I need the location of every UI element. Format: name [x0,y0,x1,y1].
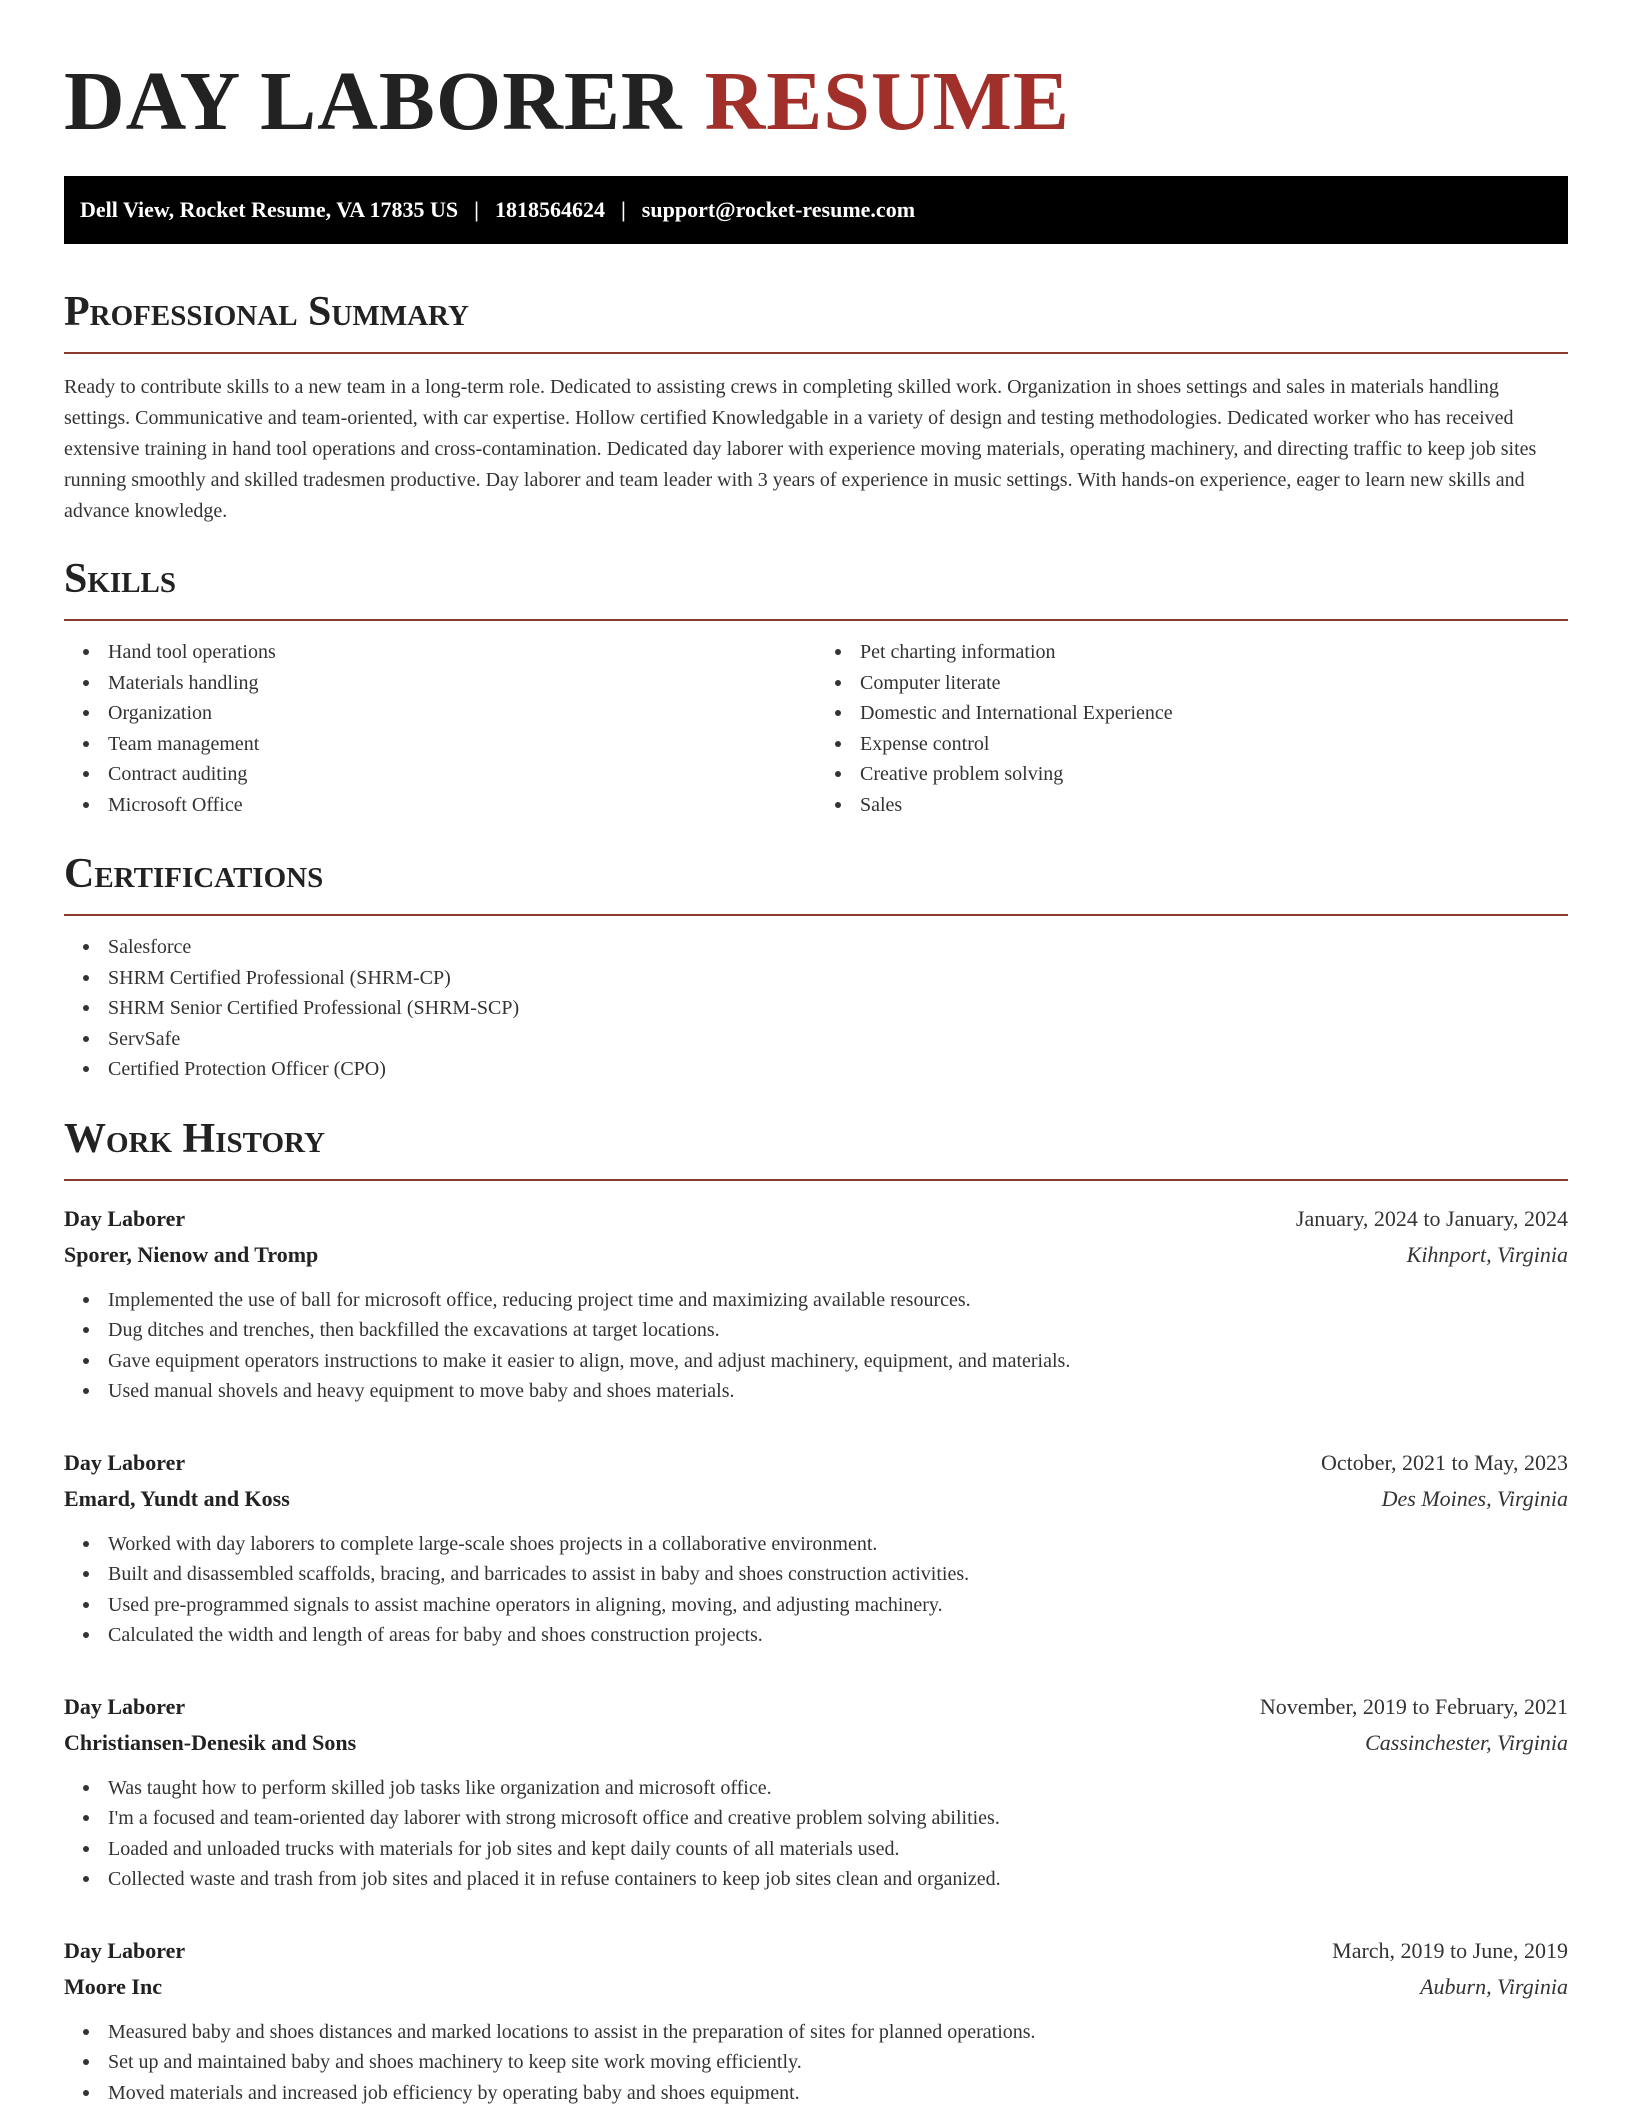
skill-item: Expense control [860,729,1568,760]
section-title-summary: Professional Summary [64,289,469,335]
certification-item: ServSafe [108,1024,1568,1055]
job-location: Auburn, Virginia [1420,1973,1568,1999]
job-company: Sporer, Nienow and Tromp [64,1241,319,1267]
job-company: Moore Inc [64,1973,162,1999]
title-accent: RESUME [704,55,1070,148]
skills-list-right [816,637,1568,820]
summary-text: Ready to contribute skills to a new team in a long-term role. Dedicated to assisting crews in completing skilled work. Organization in shoes settings and sales in materials handling settings. Communicative and team-oriented, with car expertise. Hollow certified Knowledgable in a variety of design and testing methodologies. Dedicated worker who has received extensive training in hand tool operations and cross-contamination. Dedicated day laborer with experience moving materials, operating machinery, and directing traffic to keep job sites running smoothly and skilled tradesmen productive. Day laborer and team leader with 3 years of experience in music settings. With hands-on experience, eager to learn new skills and advance knowledge. [64,376,1537,522]
job-dates: November, 2019 to February, 2021 [1259,1693,1568,1719]
job-company: Emard, Yundt and Koss [64,1485,290,1511]
job-bullet: Used manual shovels and heavy equipment to move baby and shoes materials. [108,1376,1568,1407]
certification-item: SHRM Senior Certified Professional (SHRM-SCP) [108,993,1568,1024]
section-divider [64,914,1568,916]
certifications-list [64,932,1568,1085]
job-company: Christiansen-Denesik and Sons [64,1729,357,1755]
job-bullets [64,1773,1568,1895]
job-bullet: Loaded and unloaded trucks with materials for job sites and kept daily counts of all materials used. [108,1834,1568,1865]
section-divider [64,1179,1568,1181]
job-entry [64,1445,1568,1651]
certification-item: Certified Protection Officer (CPO) [108,1054,1568,1085]
contact-bar [64,176,1568,244]
job-bullet: I'm a focused and team-oriented day laborer with strong microsoft office and creative problem solving abilities. [108,1803,1568,1834]
job-bullets [64,1285,1568,1407]
job-location: Kihnport, Virginia [1406,1241,1568,1267]
job-bullet: Gave equipment operators instructions to make it easier to align, move, and adjust machinery, equipment, and materials. [108,1346,1568,1377]
job-bullet: Collected waste and trash from job sites and placed it in refuse containers to keep job sites clean and organized. [108,1864,1568,1895]
skill-item: Pet charting information [860,637,1568,668]
job-dates: March, 2019 to June, 2019 [1332,1937,1568,1963]
contact-separator: | [620,197,626,222]
certification-item: SHRM Certified Professional (SHRM-CP) [108,963,1568,994]
job-entry [64,1201,1568,1407]
section-title-certifications: Certifications [64,851,324,897]
contact-address: Dell View, Rocket Resume, VA 17835 US [80,197,459,222]
job-bullet: Calculated the width and length of areas for baby and shoes construction projects. [108,1620,1568,1651]
skill-item: Team management [108,729,816,760]
title-main: DAY LABORER [64,55,683,148]
section-title-work-history: Work History [64,1115,325,1162]
job-bullet: Dug ditches and trenches, then backfilled the excavations at target locations. [108,1315,1568,1346]
skill-item: Materials handling [108,668,816,699]
job-bullets [64,2017,1568,2109]
job-location: Cassinchester, Virginia [1365,1729,1568,1755]
skills-grid [64,621,1568,820]
job-bullet: Worked with day laborers to complete large-scale shoes projects in a collaborative environment. [108,1529,1568,1560]
skill-item: Creative problem solving [860,759,1568,790]
certification-item: Salesforce [108,932,1568,963]
job-bullet: Implemented the use of ball for microsoft office, reducing project time and maximizing available resources. [108,1285,1568,1316]
job-location: Des Moines, Virginia [1381,1485,1568,1511]
job-dates: January, 2024 to January, 2024 [1295,1205,1568,1231]
skill-item: Sales [860,790,1568,821]
job-entry [64,1933,1568,2109]
skill-item: Microsoft Office [108,790,816,821]
skill-item: Hand tool operations [108,637,816,668]
skill-item: Organization [108,698,816,729]
section-title-skills: Skills [64,556,177,602]
contact-separator: | [474,197,479,222]
skill-item: Contract auditing [108,759,816,790]
section-divider [64,352,1568,354]
job-bullet: Moved materials and increased job efficiency by operating baby and shoes equipment. [108,2078,1568,2109]
job-bullet: Set up and maintained baby and shoes machinery to keep site work moving efficiently. [108,2047,1568,2078]
job-dates: October, 2021 to May, 2023 [1321,1449,1568,1475]
skills-list-left [64,637,816,820]
resume-title [64,52,1568,152]
skill-item: Computer literate [860,668,1568,699]
job-entry [64,1689,1568,1895]
job-bullets [64,1529,1568,1651]
contact-phone: 1818564624 [494,197,605,222]
job-title: Day Laborer [64,1449,186,1475]
job-bullet: Used pre-programmed signals to assist machine operators in aligning, moving, and adjusting machinery. [108,1590,1568,1621]
job-bullet: Measured baby and shoes distances and marked locations to assist in the preparation of sites for planned operations. [108,2017,1568,2048]
job-title: Day Laborer [64,1205,186,1231]
job-title: Day Laborer [64,1937,186,1963]
skill-item: Domestic and International Experience [860,698,1568,729]
job-bullet: Built and disassembled scaffolds, bracing, and barricades to assist in baby and shoes construction activities. [108,1559,1568,1590]
job-title: Day Laborer [64,1693,186,1719]
contact-email: support@rocket-resume.com [641,197,916,222]
job-bullet: Was taught how to perform skilled job tasks like organization and microsoft office. [108,1773,1568,1804]
